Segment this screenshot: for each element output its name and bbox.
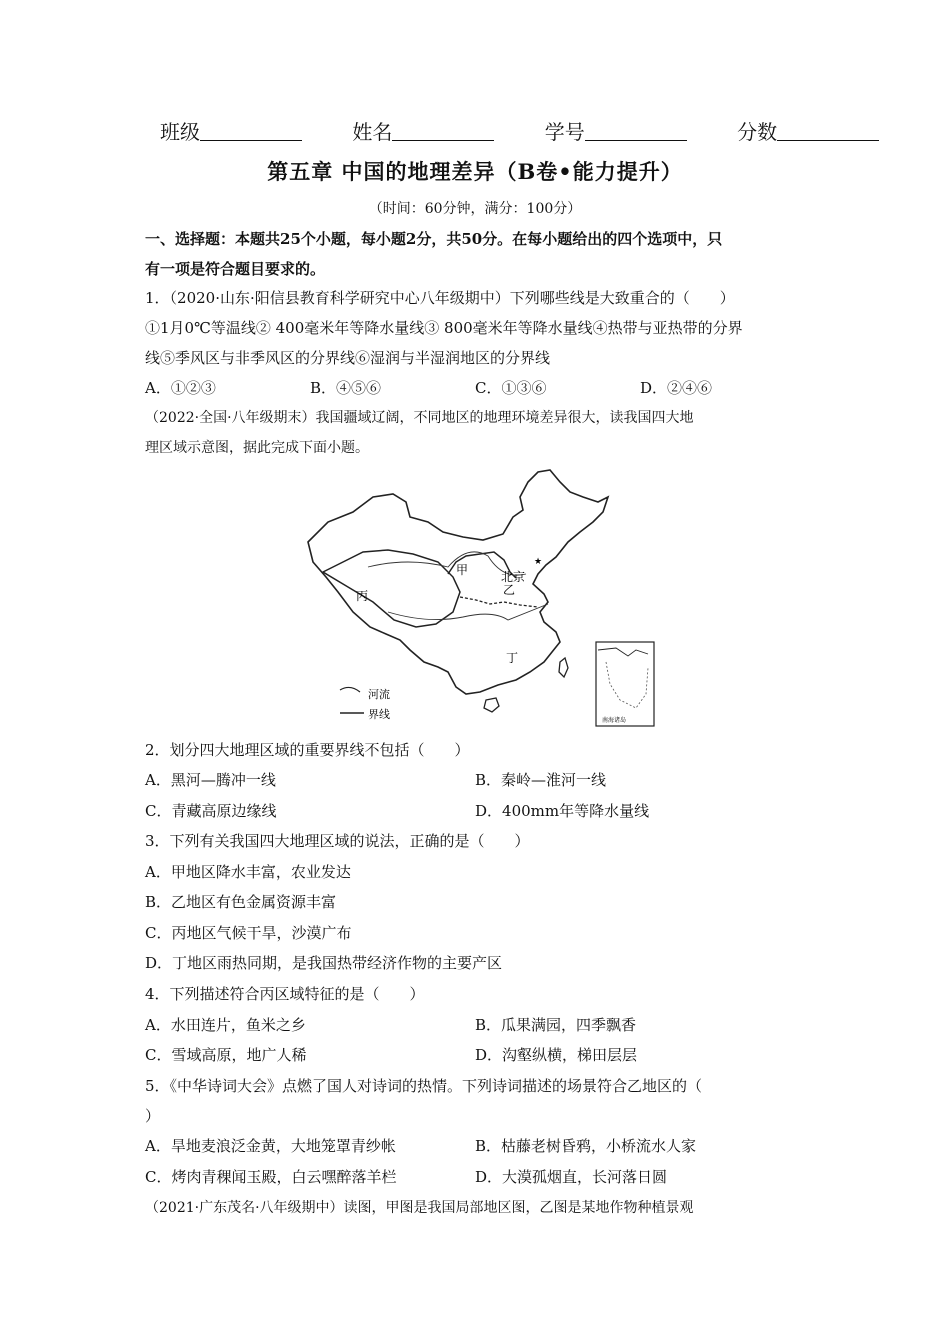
student-info-header [160, 116, 920, 145]
boundary-qinghai-tibet [323, 550, 460, 627]
question-5-stem: 5．《中华诗词大会》点燃了国人对诗词的热情。下列诗词描述的场景符合乙地区的（ [145, 1077, 703, 1095]
region-yi-label: 乙 [503, 583, 516, 597]
capital-star-icon: ★ [534, 557, 543, 567]
question-2-options-row1 [145, 765, 815, 795]
q5-option-b[interactable]: B．枯藤老树昏鸦，小桥流水人家 [475, 1137, 697, 1155]
q3-option-d[interactable]: D．丁地区雨热同期，是我国热带经济作物的主要产区 [145, 954, 503, 972]
q5-option-d[interactable]: D．大漠孤烟直，长河落日圆 [475, 1168, 668, 1186]
class-field[interactable]: 班级 [160, 116, 302, 145]
q5-option-a[interactable]: A．旱地麦浪泛金黄，大地笼罩青纱帐 [145, 1137, 396, 1155]
q2-option-d[interactable]: D．400mm年等降水量线 [475, 802, 650, 820]
question-1-stem: 1．（2020·山东·阳信县教育科学研究中心八年级期中）下列哪些线是大致重合的（ ） [145, 289, 735, 307]
question-5-stem-end: ） [145, 1107, 161, 1125]
material-1-line1: （2022·全国·八年级期末）我国疆域辽阔，不同地区的地理环境差异很大，读我国四大地 [145, 410, 694, 426]
question-4-stem: 4．下列描述符合丙区域特征的是（ ） [145, 985, 425, 1003]
q4-option-c[interactable]: C．雪域高原，地广人稀 [145, 1046, 307, 1064]
hainan-island [484, 698, 499, 712]
q2-option-a[interactable]: A．黑河—腾冲一线 [145, 771, 276, 789]
q2-option-b[interactable]: B．秦岭—淮河一线 [475, 771, 607, 789]
q1-option-c[interactable]: C．①③⑥ [475, 379, 547, 397]
china-four-regions-map [298, 462, 660, 730]
question-2-stem: 2．划分四大地理区域的重要界线不包括（ ） [145, 741, 470, 759]
question-4-options-row2 [145, 1040, 815, 1070]
capital-beijing-label: 北京 [501, 570, 526, 584]
q4-option-d[interactable]: D．沟壑纵横，梯田层层 [475, 1046, 638, 1064]
question-1-text-line2: ①1月0℃等温线② 400毫米年等降水量线③ 800毫米年等降水量线④热带与亚热带的分界 [145, 319, 743, 337]
boundary-qinling-huaihe [460, 597, 538, 607]
taiwan-island [559, 658, 568, 677]
question-5-options-row2 [145, 1162, 815, 1192]
question-3-stem: 3．下列有关我国四大地理区域的说法，正确的是（ ） [145, 832, 530, 850]
q4-option-a[interactable]: A．水田连片，鱼米之乡 [145, 1016, 306, 1034]
material-1-line2: 理区域示意图，据此完成下面小题。 [145, 440, 369, 456]
q2-option-c[interactable]: C．青藏高原边缘线 [145, 802, 277, 820]
section-instructions-line2: 有一项是符合题目要求的。 [145, 260, 326, 278]
inset-label: 南海诸岛 [602, 717, 627, 724]
material-2-line1: （2021·广东茂名·八年级期中）读图，甲图是我国局部地区图，乙图是某地作物种植景观 [145, 1200, 694, 1216]
q3-option-b[interactable]: B．乙地区有色金属资源丰富 [145, 893, 337, 911]
section-instructions-line1: 一、选择题：本题共25个小题，每小题2分，共50分。在每小题给出的四个选项中，只 [145, 230, 723, 248]
page-title: 第五章 中国的地理差异（B卷•能力提升） [267, 159, 683, 184]
exam-time-info: （时间：60分钟，满分：100分） [368, 201, 582, 217]
yangtze-river [388, 604, 548, 620]
q3-option-c[interactable]: C．丙地区气候干旱，沙漠广布 [145, 924, 352, 942]
legend-river-symbol [340, 687, 360, 692]
student-id-field[interactable]: 学号 [545, 116, 687, 145]
question-4-options-row1 [145, 1010, 815, 1040]
q1-option-a[interactable]: A．①②③ [145, 379, 216, 397]
region-ding-label: 丁 [506, 651, 519, 665]
legend-boundary-label: 界线 [368, 708, 390, 721]
question-1-text-line3: 线⑤季风区与非季风区的分界线⑥湿润与半湿润地区的分界线 [145, 349, 551, 367]
q1-option-b[interactable]: B．④⑤⑥ [310, 379, 382, 397]
q1-option-d[interactable]: D．②④⑥ [640, 379, 713, 397]
name-field[interactable]: 姓名 [352, 116, 494, 145]
q5-option-c[interactable]: C．烤肉青稞闻玉殿，白云嘿醉落羊栏 [145, 1168, 397, 1186]
q4-option-b[interactable]: B．瓜果满园，四季飘香 [475, 1016, 637, 1034]
south-china-sea-inset [596, 642, 654, 726]
region-jia-label: 甲 [456, 563, 469, 577]
q3-option-a[interactable]: A．甲地区降水丰富，农业发达 [145, 863, 351, 881]
region-bing-label: 丙 [356, 589, 369, 603]
score-field[interactable]: 分数 [737, 116, 879, 145]
question-5-options-row1 [145, 1131, 815, 1161]
question-2-options-row2 [145, 796, 815, 826]
legend-river-label: 河流 [368, 688, 390, 701]
